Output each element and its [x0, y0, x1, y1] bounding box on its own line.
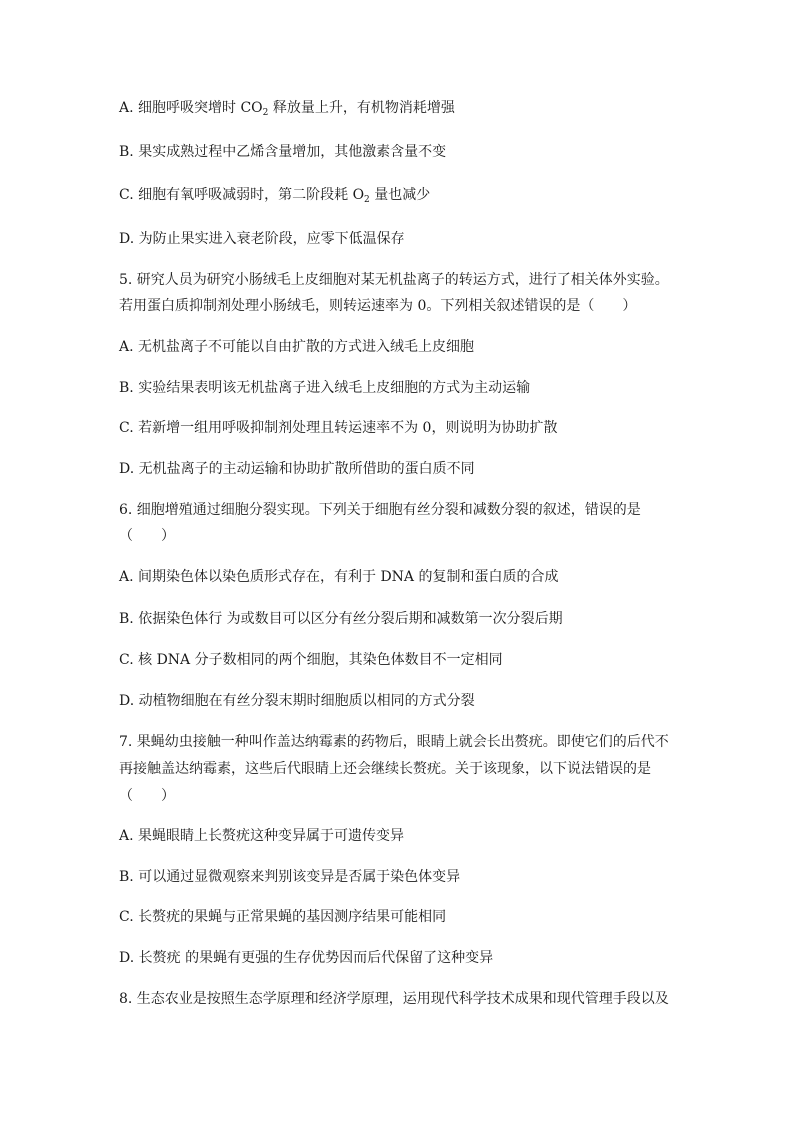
q7-stem-line-3: （ ） — [119, 788, 175, 804]
q7-option-b: B. 可以通过显微观察来判别该变异是否属于染色体变异 — [119, 869, 461, 885]
q5-option-b: B. 实验结果表明该无机盐离子进入绒毛上皮细胞的方式为主动运输 — [119, 380, 531, 396]
q7-option-d: D. 长赘疣 的果蝇有更强的生存优势因而后代保留了这种变异 — [119, 950, 494, 966]
q6-option-a: A. 间期染色体以染色质形式存在，有利于 DNA 的复制和蛋白质的合成 — [119, 569, 559, 585]
q4-option-c-text: C. 细胞有氧呼吸减弱时，第二阶段耗 O — [119, 187, 365, 203]
q7-stem-line-1: 7. 果蝇幼虫接触一种叫作盖达纳霉素的药物后，眼睛上就会长出赘疣。即使它们的后代不 — [119, 734, 669, 750]
q4-option-c — [119, 185, 679, 210]
q4-option-d: D. 为防止果实进入衰老阶段，应零下低温保存 — [119, 231, 405, 247]
q5-stem-line-1: 5. 研究人员为研究小肠绒毛上皮细胞对某无机盐离子的转运方式，进行了相关体外实验。 — [119, 272, 669, 288]
q5-option-d: D. 无机盐离子的主动运输和协助扩散所借助的蛋白质不同 — [119, 461, 475, 477]
q5-stem-line-2: 若用蛋白质抑制剂处理小肠绒毛，则转运速率为 0。下列相关叙述错误的是（ ） — [119, 298, 637, 314]
q6-option-d: D. 动植物细胞在有丝分裂末期时细胞质以相同的方式分裂 — [119, 693, 475, 709]
q4-option-b: B. 果实成熟过程中乙烯含量增加，其他激素含量不变 — [119, 144, 447, 160]
q8-stem-line-1: 8. 生态农业是按照生态学原理和经济学原理，运用现代科学技术成果和现代管理手段以及 — [119, 991, 669, 1007]
q7-option-a: A. 果蝇眼睛上长赘疣这种变异属于可遗传变异 — [119, 828, 405, 844]
q6-stem-line-1: 6. 细胞增殖通过细胞分裂实现。下列关于细胞有丝分裂和减数分裂的叙述，错误的是 — [119, 502, 641, 518]
co2-subscript: 2 — [262, 108, 269, 118]
q7-option-c: C. 长赘疣的果蝇与正常果蝇的基因测序结果可能相同 — [119, 909, 447, 925]
o2-subscript: 2 — [364, 195, 370, 205]
q4-option-c-text-end: 量也减少 — [369, 187, 431, 203]
q5-option-c: C. 若新增一组用呼吸抑制剂处理且转运速率不为 0，则说明为协助扩散 — [119, 420, 558, 436]
q5-option-a: A. 无机盐离子不可能以自由扩散的方式进入绒毛上皮细胞 — [119, 339, 475, 355]
q6-option-b: B. 依据染色体行 为或数目可以区分有丝分裂后期和减数第一次分裂后期 — [119, 611, 563, 627]
q6-stem-line-2: （ ） — [119, 528, 175, 544]
q6-option-c: C. 核 DNA 分子数相同的两个细胞，其染色体数目不一定相同 — [119, 652, 503, 668]
q4-option-a-text: A. 细胞呼吸突增时 CO — [119, 100, 263, 116]
q4-option-a — [119, 98, 679, 123]
q7-stem-line-2: 再接触盖达纳霉素，这些后代眼睛上还会继续长赘疣。关于该现象，以下说法错误的是 — [119, 761, 651, 777]
q4-option-a-text-end: 释放量上升，有机物消耗增强 — [268, 100, 455, 116]
